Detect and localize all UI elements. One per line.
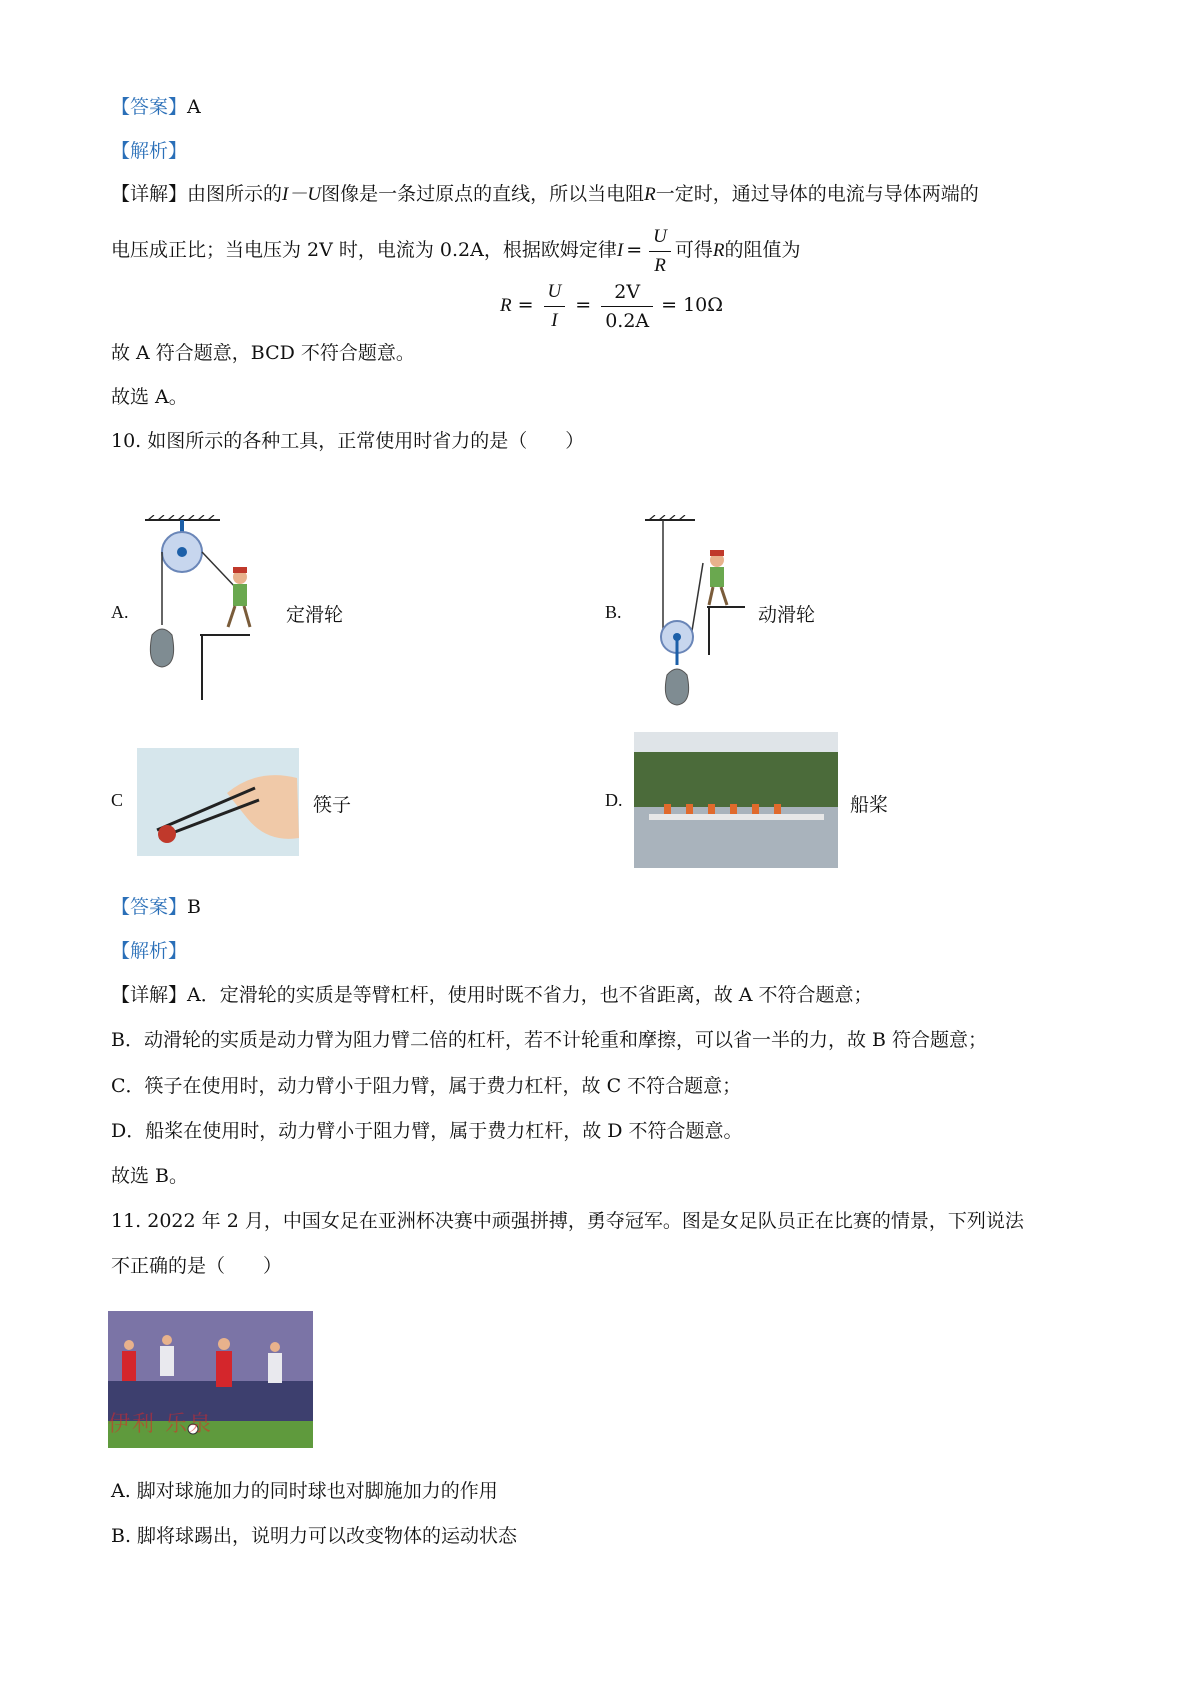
answer-value: A <box>187 96 201 118</box>
option-a-caption: 定滑轮 <box>286 604 344 626</box>
fraction-numerator: U <box>544 278 566 307</box>
q11-option-b: B. 脚将球踢出，说明力可以改变物体的运动状态 <box>111 1525 518 1547</box>
option-b-letter: B. <box>605 602 622 622</box>
detail-tag: 【详解】 <box>111 183 188 205</box>
detail-text: 可得 <box>674 239 713 261</box>
q9-analysis-line <box>111 138 187 164</box>
rowing-photo <box>634 732 838 868</box>
weight-bag-icon <box>150 629 173 667</box>
q11-stem-line-1: 11. 2022 年 2 月，中国女足在亚洲杯决赛中顽强拼搏，勇夺冠军。图是女足队员正在比赛的情景，下列说法 <box>111 1210 1024 1232</box>
detail-text: 的阻值为 <box>724 239 801 261</box>
fraction-denominator: I <box>551 309 558 331</box>
analysis-tag: 【解析】 <box>111 140 188 162</box>
fraction-numerator: 2V <box>601 278 653 307</box>
answer-tag: 【答案】 <box>111 896 188 918</box>
detail-text: 电压成正比；当电压为 2V 时，电流为 0.2A，根据欧姆定律 <box>111 239 617 261</box>
value-fraction <box>601 278 653 335</box>
answer-tag: 【答案】 <box>111 96 188 118</box>
option-d-letter: D. <box>605 790 623 810</box>
i-symbol: I <box>616 240 624 261</box>
analysis-tag: 【解析】 <box>111 940 188 962</box>
fraction-numerator: U <box>649 223 671 252</box>
weight-bag-icon <box>665 669 688 705</box>
fraction-denominator: 0.2A <box>605 309 650 332</box>
answer-value: B <box>187 896 201 918</box>
q9-detail-line-2 <box>111 220 801 281</box>
q9-formula <box>500 275 723 336</box>
q10-detail-c: C．筷子在使用时，动力臂小于阻力臂，属于费力杠杆，故 C 不符合题意； <box>111 1075 742 1097</box>
r-symbol: R <box>712 240 725 261</box>
q10-detail-b: B．动滑轮的实质是动力臂为阻力臂二倍的杠杆，若不计轮重和摩擦，可以省一半的力，故 B 符合题意； <box>111 1029 988 1051</box>
detail-tag: 【详解】 <box>111 984 188 1006</box>
detail-text: 由图所示的 <box>187 183 283 205</box>
option-b-caption: 动滑轮 <box>758 604 816 626</box>
q11-stem-line-2: 不正确的是（ ） <box>111 1255 283 1277</box>
ad-board-watermark: 伊利 乐泉 <box>108 1412 213 1437</box>
equals-sign: = <box>626 239 643 261</box>
option-d-caption: 船桨 <box>850 794 889 816</box>
q10-choice: 故选 B。 <box>111 1165 189 1187</box>
fixed-pulley-figure <box>140 515 280 705</box>
equals-sign: = <box>517 294 534 316</box>
formula-result: = 10Ω <box>661 294 724 316</box>
q10-detail-a <box>111 982 873 1008</box>
rowing-boat-icon <box>649 814 824 820</box>
movable-pulley-figure <box>635 515 755 715</box>
u-over-i-fraction <box>544 278 566 335</box>
option-a-letter: A. <box>111 602 129 622</box>
q10-answer-line <box>111 894 201 920</box>
r-symbol: R <box>500 295 512 316</box>
detail-text: 一定时，通过导体的电流与导体两端的 <box>655 183 979 205</box>
soccer-match-photo <box>108 1311 313 1448</box>
q10-analysis-line <box>111 938 187 964</box>
r-symbol: R <box>644 184 656 205</box>
detail-text: A．定滑轮的实质是等臂杠杆，使用时既不省力，也不省距离，故 A 不符合题意； <box>187 984 873 1006</box>
food-ball-icon <box>158 825 176 843</box>
iu-symbol: I－U <box>282 184 322 205</box>
detail-text: 图像是一条过原点的直线，所以当电阻 <box>321 183 645 205</box>
fraction-denominator: R <box>654 254 666 276</box>
q11-option-a: A. 脚对球施加力的同时球也对脚施加力的作用 <box>111 1480 498 1502</box>
q9-choice: 故选 A。 <box>111 386 188 408</box>
option-c-caption: 筷子 <box>313 794 352 816</box>
q9-conclusion: 故 A 符合题意，BCD 不符合题意。 <box>111 342 415 364</box>
ohm-fraction <box>649 223 671 280</box>
chopsticks-photo <box>137 748 299 856</box>
option-c-letter: C <box>111 790 124 810</box>
q9-answer-line <box>111 94 201 120</box>
q9-detail-line-1 <box>111 181 979 208</box>
equals-sign: = <box>575 294 592 316</box>
q10-detail-d: D．船桨在使用时，动力臂小于阻力臂，属于费力杠杆，故 D 不符合题意。 <box>111 1120 743 1142</box>
q10-stem: 10. 如图所示的各种工具，正常使用时省力的是（ ） <box>111 430 585 452</box>
